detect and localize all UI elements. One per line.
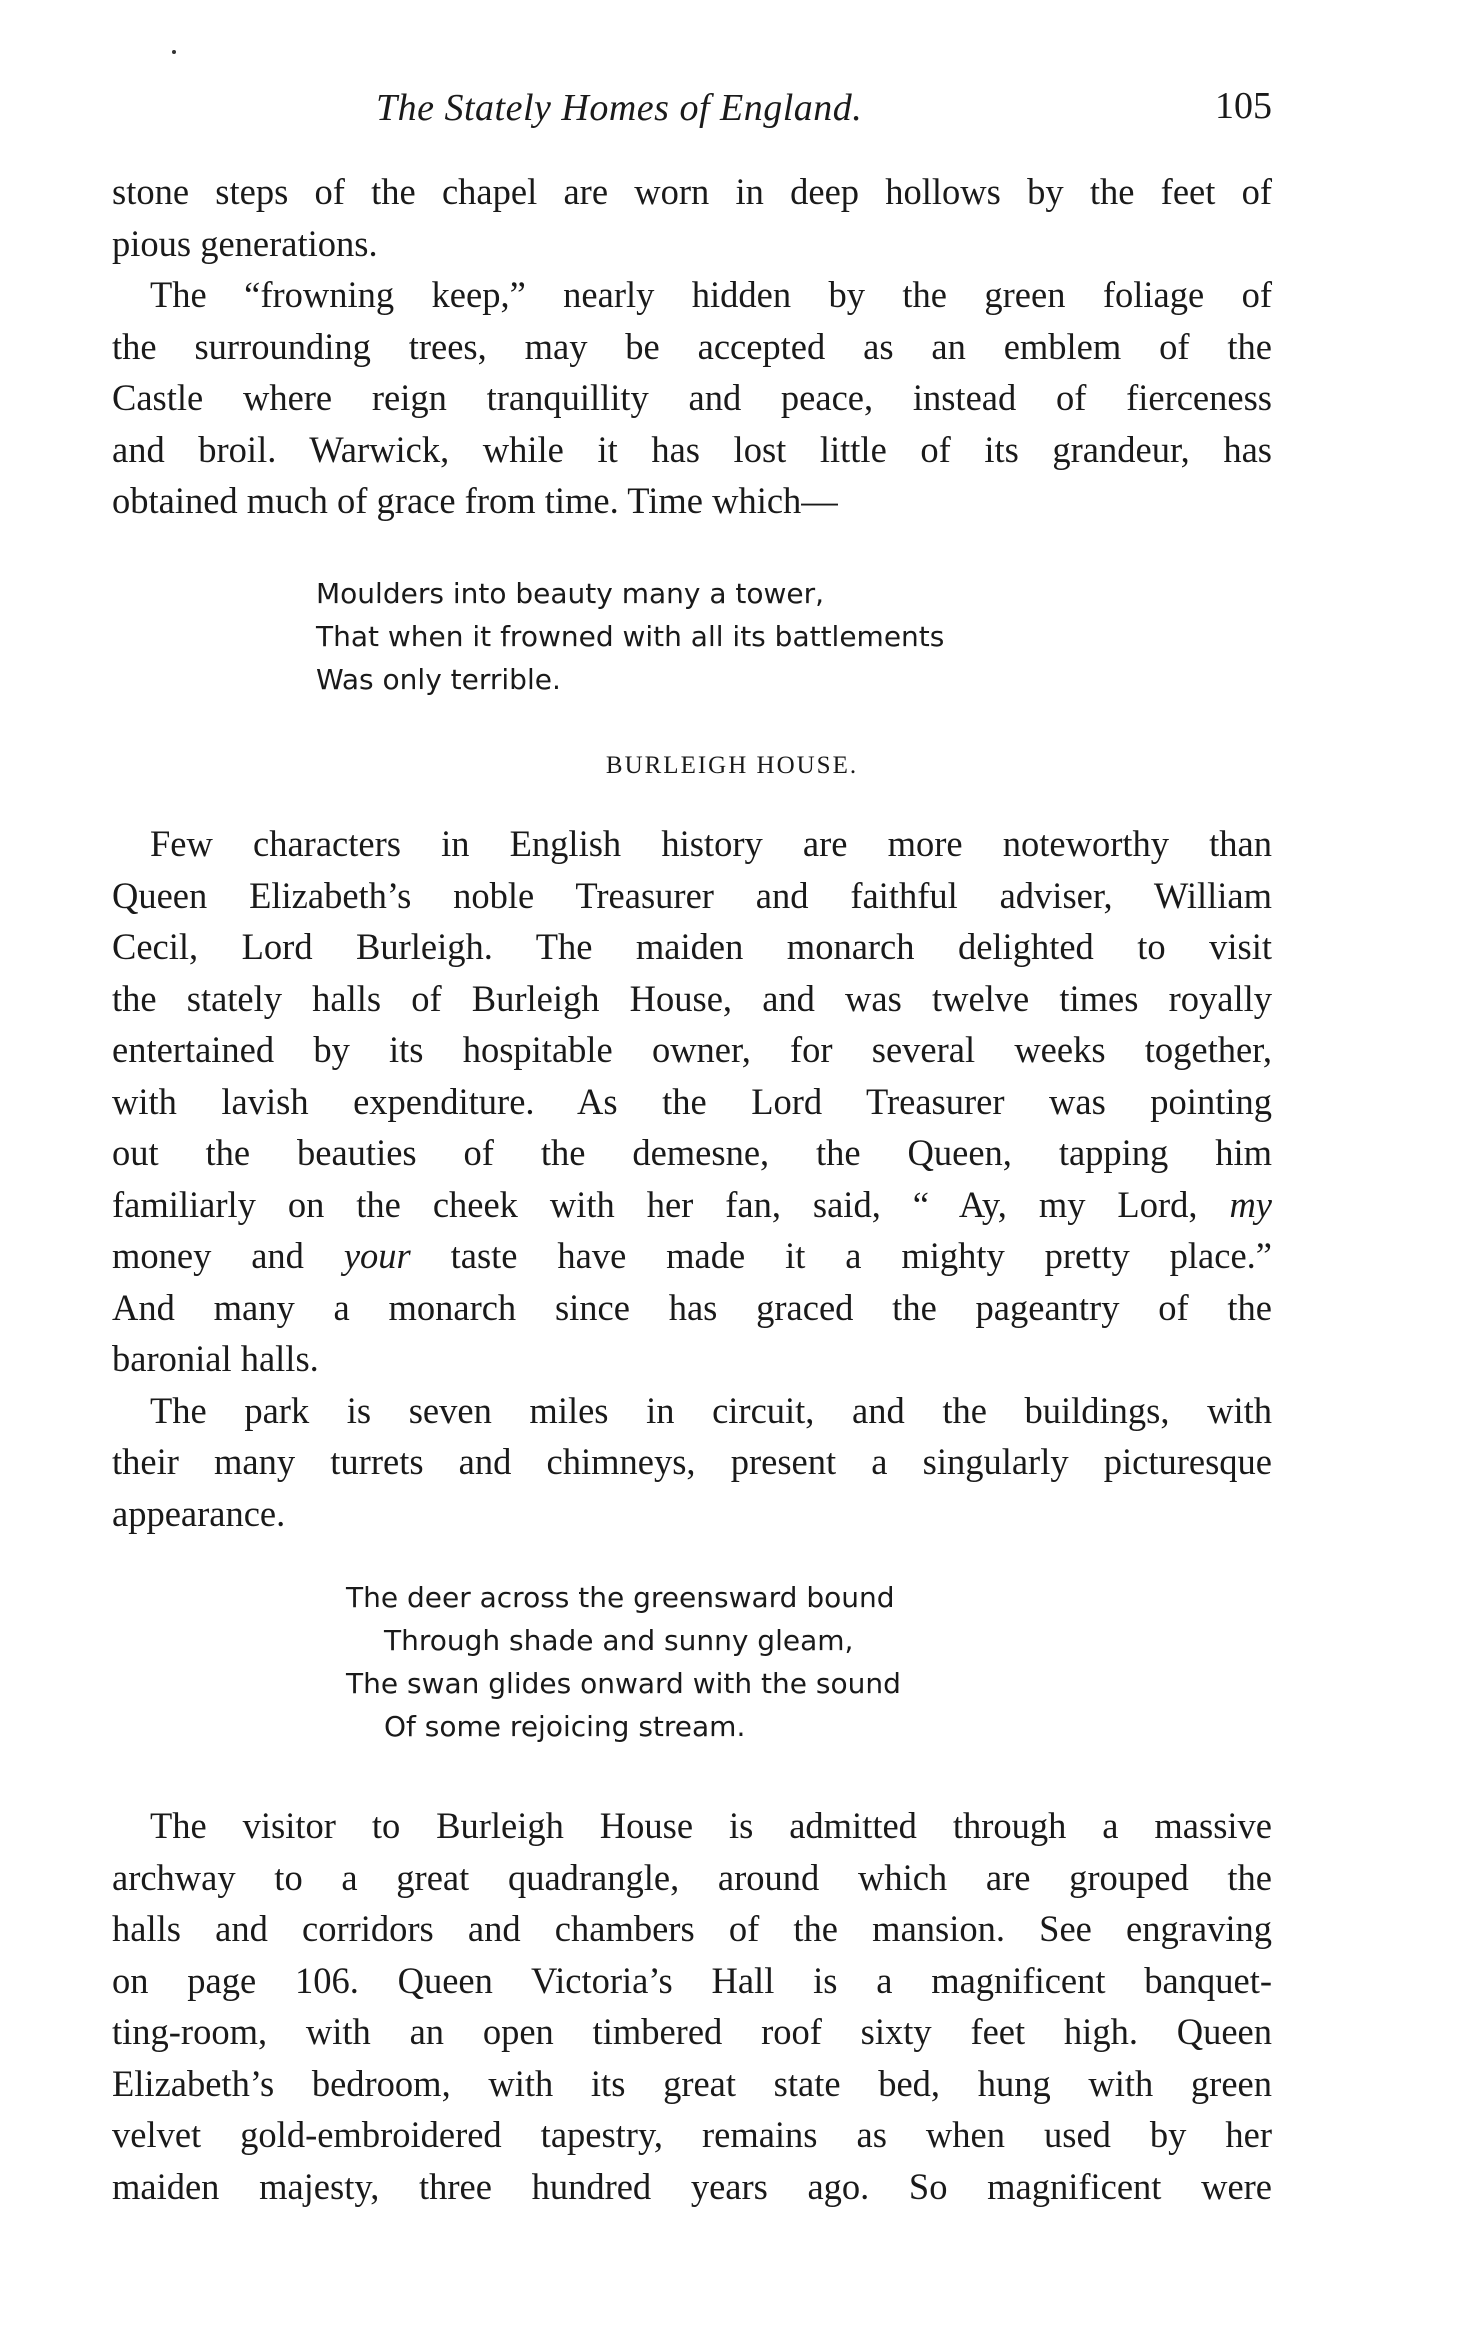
text-line: on page 106. Queen Victoria’s Hall is a magnificent banquet- [112,1959,1272,2001]
paragraph-block-visitor [112,1800,1272,2212]
text-line: out the beauties of the demesne, the Queen, tapping him [112,1132,1272,1173]
text-line: baronial halls. [112,1338,319,1379]
paragraph-block-warwick [112,166,1272,527]
text-line: halls and corridors and chambers of the mansion. See engraving [112,1908,1272,1949]
text-run: familiarly on the cheek with her fan, said, “ Ay, my Lord, [112,1183,1230,1225]
text-line: The “frowning keep,” nearly hidden by the green foliage of [150,274,1272,315]
text-line: appearance. [112,1492,286,1534]
text-line: stone steps of the chapel are worn in deep hollows by the feet of [112,171,1272,212]
verse-quotation-1 [316,572,944,701]
section-heading: BURLEIGH HOUSE. [605,752,859,779]
running-header [112,80,1272,140]
text-line: ting-room, with an open timbered roof sixty feet high. Queen [112,2011,1272,2052]
text-line: Elizabeth’s bedroom, with its great state bed, hung with green [112,2062,1272,2104]
text-run: taste have made it a mighty pretty place.” [410,1235,1272,1276]
text-line: maiden majesty, three hundred years ago. So magnificent were [112,2165,1272,2207]
text-line: pious generations. [112,222,378,264]
italic-word: my [1229,1183,1272,1225]
verse-line: The swan glides onward with the sound [346,1667,901,1700]
verse-line: Of some rejoicing stream. [384,1710,746,1743]
text-line: obtained much of grace from time. Time which— [112,480,838,521]
text-line: The park is seven miles in circuit, and the buildings, with [150,1389,1272,1431]
verse-line: The deer across the greensward bound [346,1581,895,1614]
italic-word: your [343,1235,411,1276]
text-line: with lavish expenditure. As the Lord Treasurer was pointing [112,1080,1272,1122]
text-line: archway to a great quadrangle, around which are grouped the [112,1856,1272,1898]
verse-line: Was only terrible. [316,663,561,696]
text-line: The visitor to Burleigh House is admitted through a massive [150,1805,1272,1846]
verse-line: Moulders into beauty many a tower, [316,577,825,610]
page-number: 105 [1215,85,1272,127]
verse-line: That when it frowned with all its battlements [316,620,945,653]
text-run: money and [112,1235,344,1276]
text-line: their many turrets and chimneys, present a singularly picturesque [112,1441,1272,1482]
text-line [112,1230,1272,1282]
text-line: And many a monarch since has graced the pageantry of the [112,1286,1272,1328]
text-line: Queen Elizabeth’s noble Treasurer and faithful adviser, William [112,874,1272,916]
text-line: and broil. Warwick, while it has lost little of its grandeur, has [112,428,1272,470]
text-line [112,1179,1272,1231]
text-line: velvet gold-embroidered tapestry, remains as when used by her [112,2114,1272,2155]
text-line: the stately halls of Burleigh House, and was twelve times royally [112,977,1272,1019]
page-speck [172,50,176,54]
text-line: the surrounding trees, may be accepted as an emblem of the [112,325,1272,367]
text-line: entertained by its hospitable owner, for several weeks together, [112,1029,1272,1070]
paragraph-block-burleigh [112,818,1272,1539]
text-line: Castle where reign tranquillity and peace, instead of fierceness [112,377,1272,418]
text-line: Few characters in English history are more noteworthy than [150,823,1272,864]
verse-quotation-2 [346,1576,901,1748]
verse-line: Through shade and sunny gleam, [384,1624,854,1657]
text-line: Cecil, Lord Burleigh. The maiden monarch delighted to visit [112,926,1272,967]
running-title: The Stately Homes of England. [376,87,863,129]
